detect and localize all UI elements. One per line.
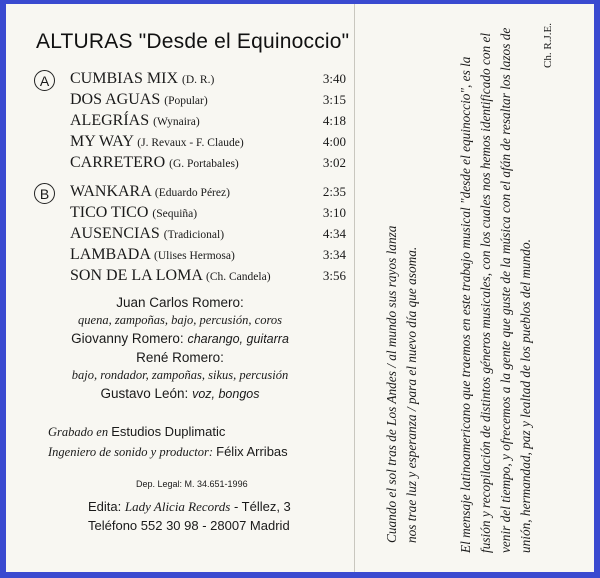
musician-instruments: bajo, rondador, zampoñas, sikus, percusión bbox=[71, 368, 289, 382]
track-title: ALEGRÍAS bbox=[70, 112, 150, 129]
side-a-badge: A bbox=[34, 70, 55, 91]
legal-deposit: Dep. Legal: M. 34.651-1996 bbox=[136, 479, 248, 489]
track-author: (J. Revaux - F. Claude) bbox=[137, 137, 244, 149]
track-title: MY WAY bbox=[70, 133, 134, 150]
musician-credits bbox=[6, 294, 354, 404]
album-title: ALTURAS "Desde el Equinoccio" bbox=[36, 30, 350, 53]
signature-initials: Ch. R.J.E. bbox=[542, 23, 554, 68]
track-row bbox=[34, 110, 346, 131]
publisher-address: - Téllez, 3 bbox=[233, 499, 291, 514]
track-row bbox=[34, 152, 346, 173]
studio-name: Estudios Duplimatic bbox=[111, 424, 226, 439]
track-duration: 3:15 bbox=[322, 92, 346, 107]
musician-name: Giovanny Romero: bbox=[71, 331, 184, 346]
track-author: (Wynaira) bbox=[153, 116, 200, 128]
track-duration: 3:56 bbox=[322, 268, 346, 283]
track-row bbox=[34, 131, 346, 152]
track-author: (Ch. Candela) bbox=[206, 271, 271, 283]
liner-notes bbox=[382, 23, 558, 553]
track-row bbox=[34, 89, 346, 110]
track-title: LAMBADA bbox=[70, 246, 151, 263]
musician-instruments: quena, zampoñas, bajo, percusión, coros bbox=[78, 313, 282, 327]
publisher-city: - 28007 Madrid bbox=[202, 518, 290, 533]
poem-line: Cuando el sol tras de Los Andes / al mundo sus rayos lanza bbox=[384, 225, 399, 543]
engineer-label: Ingeniero de sonido y productor: bbox=[48, 445, 214, 459]
track-author: (Tradicional) bbox=[163, 229, 225, 241]
track-author: (Eduardo Pérez) bbox=[154, 187, 230, 199]
track-title: CUMBIAS MIX bbox=[70, 70, 179, 87]
track-title: SON DE LA LOMA bbox=[70, 267, 203, 284]
track-row bbox=[34, 244, 346, 265]
track-row bbox=[34, 265, 346, 286]
track-row bbox=[34, 68, 346, 89]
track-duration: 3:02 bbox=[322, 155, 346, 170]
recorded-label: Grabado en bbox=[48, 425, 109, 439]
publisher-info bbox=[88, 497, 291, 535]
side-a-tracklist bbox=[34, 68, 346, 173]
musician-name: René Romero: bbox=[136, 350, 224, 365]
track-title: DOS AGUAS bbox=[70, 91, 161, 108]
musician-instruments: voz, bongos bbox=[192, 387, 260, 401]
track-title: WANKARA bbox=[70, 183, 151, 200]
track-author: (Popular) bbox=[164, 95, 208, 107]
musician-name: Juan Carlos Romero: bbox=[116, 295, 244, 310]
track-title: CARRETERO bbox=[70, 154, 166, 171]
track-author: (G. Portabales) bbox=[169, 158, 239, 170]
track-duration: 4:18 bbox=[322, 113, 346, 128]
track-title: TICO TICO bbox=[70, 204, 149, 221]
edita-label: Edita: bbox=[88, 499, 122, 514]
record-label-name: Lady Alicia Records bbox=[124, 499, 231, 514]
musician-line bbox=[6, 330, 354, 349]
track-row bbox=[34, 202, 346, 223]
track-duration: 3:34 bbox=[322, 247, 346, 262]
track-duration: 2:35 bbox=[322, 184, 346, 199]
track-author: (Ulises Hermosa) bbox=[154, 250, 235, 262]
track-row bbox=[34, 223, 346, 244]
side-b-tracklist bbox=[34, 181, 346, 286]
track-duration: 4:34 bbox=[322, 226, 346, 241]
track-duration: 3:10 bbox=[322, 205, 346, 220]
track-title: AUSENCIAS bbox=[70, 225, 160, 242]
engineer-name: Félix Arribas bbox=[216, 444, 288, 459]
side-b-badge: B bbox=[34, 183, 55, 204]
poem-line: nos trae luz y esperanza / para el nuevo día que asoma. bbox=[404, 246, 419, 543]
recording-credits bbox=[48, 422, 288, 462]
track-row bbox=[34, 181, 346, 202]
liner-notes-panel bbox=[346, 4, 594, 572]
publisher-phone: Teléfono 552 30 98 bbox=[88, 518, 199, 533]
musician-name: Gustavo León: bbox=[100, 386, 189, 401]
musician-line bbox=[6, 385, 354, 404]
track-author: (D. R.) bbox=[182, 74, 215, 86]
liner-message: El mensaje latinoamericano que traemos en este trabajo musical "desde el equinoccio", es la fusión y recopilación de distintos géneros musicales, con los cuales nos hemos identificado con el venir del tiempo, y ofrecemos a la gente que guste de la música con el afán de resaltar los lazos de unión, hermandad, paz y lealtad de los pueblos del mundo. bbox=[458, 27, 533, 553]
track-duration: 4:00 bbox=[322, 134, 346, 149]
track-author: (Sequiña) bbox=[152, 208, 198, 220]
track-duration: 3:40 bbox=[322, 71, 346, 86]
musician-instruments: charango, guitarra bbox=[187, 332, 289, 346]
